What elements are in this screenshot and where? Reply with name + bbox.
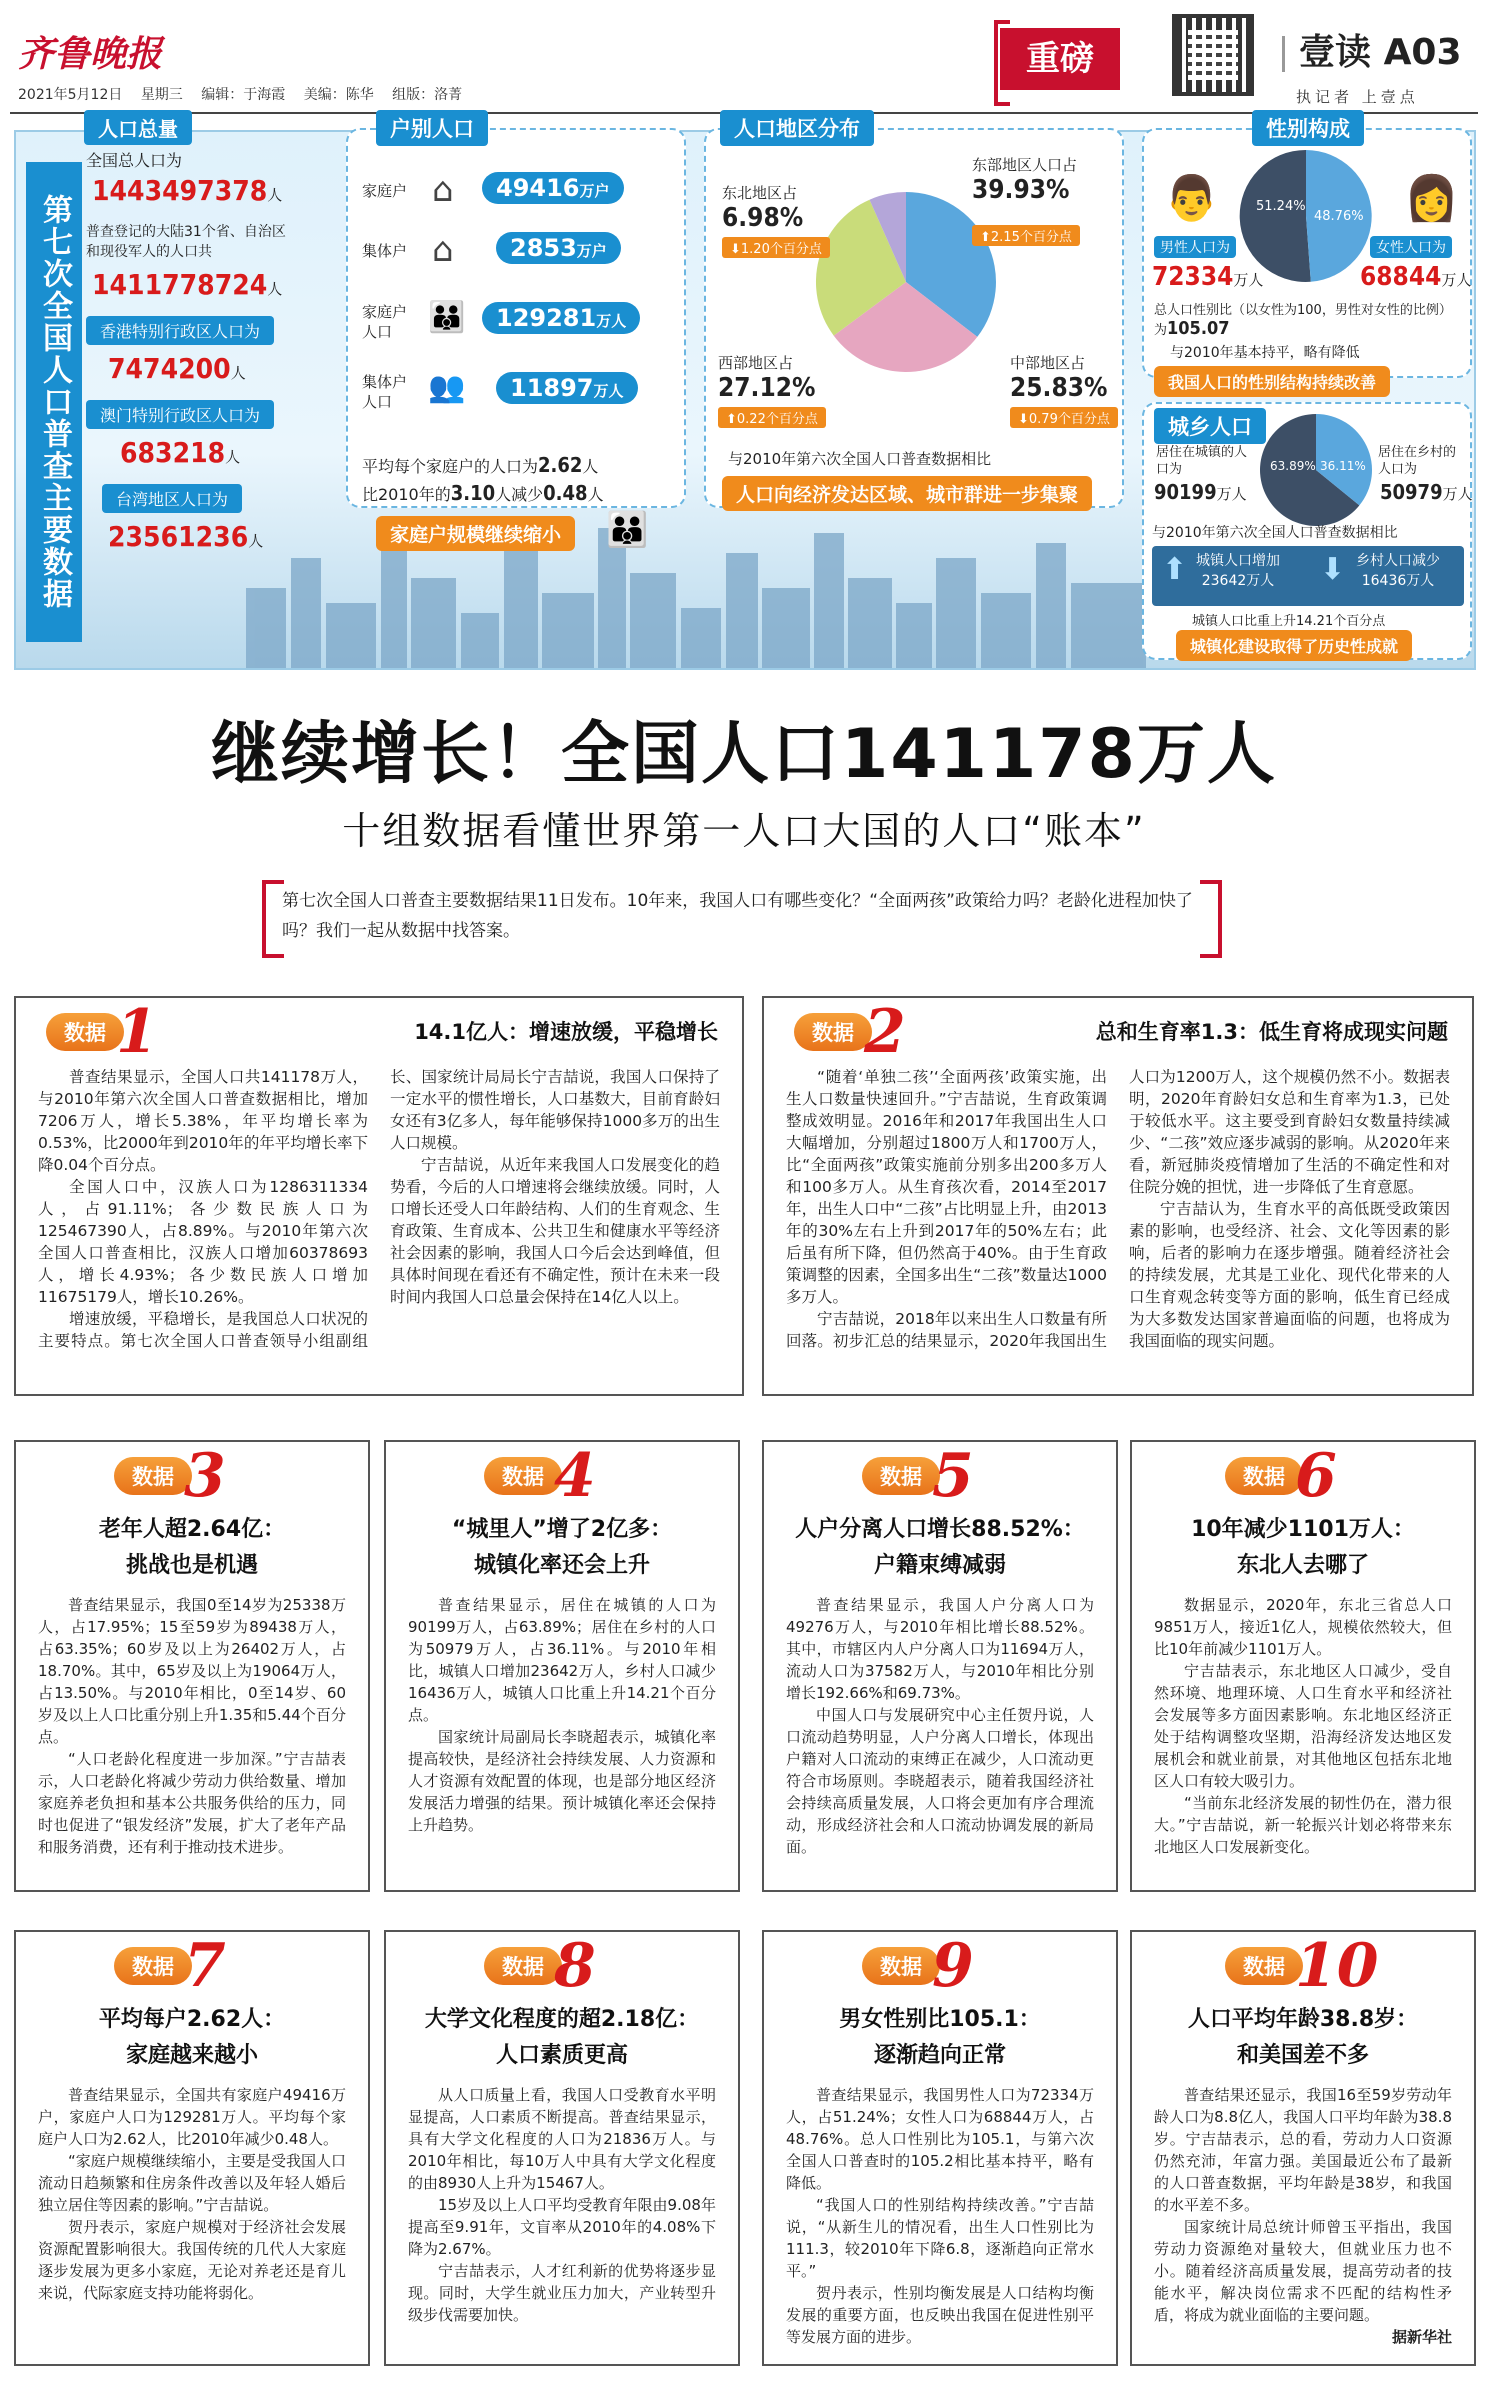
central-share [1010, 352, 1118, 428]
male-count: 72334 [1152, 262, 1234, 292]
northeast-share [722, 182, 830, 258]
data-badge-label: 数据 [484, 1457, 562, 1495]
article-title: 人口平均年龄38.8岁： [1187, 2007, 1419, 2032]
urban-count-row [1154, 480, 1247, 504]
region-compare-note: 与2010年第六次全国人口普查数据相比 [728, 450, 992, 468]
gender-tab: 性别构成 [1252, 110, 1364, 146]
urban-count: 90199 [1154, 480, 1217, 504]
article-paragraph: “人口老龄化程度进一步加深。”宁吉喆表示，人口老龄化将减少劳动力供给数量、增加家庭养老负担和基本公共服务供给的压力，同时也促进了“银发经济”发展，扩大了老年产品和服务消费，还有利于推动技术进步。 [38, 1750, 346, 1856]
article-paragraph: 普查结果显示，我国0至14岁为25338万人，占17.95%；15至59岁为89438万人，占63.35%；60岁及以上为26402万人，占18.70%。其中，65岁及以上为19064万人，占13.50%。与2010年相比，0至14岁、60岁及以上人口比重分别上升1.35和5.44个百分点。 [38, 1596, 346, 1746]
urban-pct-label: 63.89% [1270, 459, 1316, 473]
article-paragraph: 数据显示，2020年，东北三省总人口9851万人，接近1亿人，规模依然较大，但比10年前减少1101万人。 [1154, 1596, 1452, 1658]
hk-population-value: 7474200 [108, 352, 231, 385]
article-paragraph: 增速放缓，平稳增长，是我国总人口状况的主要特点。第七次全国人口普查领导小组副组长、国家统计局局长宁吉喆说，我国人口保持了一定水平的惯性增长，人口基数大，目前育龄妇女还有3亿多人，每年能够保持1000多万的出生人口规模。 [38, 1068, 720, 1350]
article-paragraph: “当前东北经济发展的韧性仍在，潜力很大。”宁吉喆说，新一轮振兴计划必将带来东北地区人口发展新变化。 [1154, 1794, 1452, 1856]
data-badge [114, 1441, 226, 1511]
article-body [786, 1594, 1094, 1878]
article-subtitle: 挑战也是机遇 [125, 1553, 258, 1578]
article-subtitle: 东北人去哪了 [1236, 1553, 1369, 1578]
data-badge-label: 数据 [794, 1013, 872, 1051]
arrow-down-icon: ⬇ [1320, 552, 1346, 587]
national-population-label: 全国总人口为 [86, 151, 183, 170]
east-label: 东部地区人口占 [972, 156, 1078, 174]
article-title: 大学文化程度的超2.18亿： [424, 2007, 700, 2032]
arrow-up-icon: ⬆ [1162, 552, 1188, 587]
household-row-value-pill [482, 172, 624, 204]
urban-increase-value: 23642万人 [1201, 573, 1275, 589]
household-row-value-pill [496, 372, 638, 404]
urban-rural-pie-chart [1256, 410, 1376, 530]
household-row-value: 49416 [496, 174, 580, 202]
household-average-text [362, 452, 682, 508]
article-paragraph: 国家统计局总统计师曾玉平指出，我国劳动力资源绝对量较大，但就业压力也不小。随着经济高质量发展，提高劳动者的技能水平，解决岗位需求不匹配的结构性矛盾，将成为就业面临的主要问题。 [1154, 2218, 1452, 2324]
section-name: 壹读 [1299, 32, 1372, 73]
article-paragraph: 从人口质量上看，我国人口受教育水平明显提高，人口素质不断提高。普查结果显示，具有大学文化程度的人口为21836万人。与2010年相比，每10万人中具有大学文化程度的由8930人上升为15467人。 [408, 2086, 716, 2192]
macao-population-tab: 澳门特别行政区人口为 [86, 400, 274, 429]
national-population-value: 1443497378 [92, 174, 268, 207]
article-body [408, 2084, 716, 2352]
taiwan-population-tab: 台湾地区人口为 [102, 484, 242, 513]
male-count-row [1152, 262, 1263, 292]
issue-weekday: 星期三 [140, 87, 183, 103]
mainland-population-unit: 人 [267, 280, 283, 298]
article-paragraph: “随着‘单独二孩’‘全面两孩’政策实施，出生人口数量快速回升。”宁吉喆说，生育政策调整成效明显。2016年和2017年我国出生人口大幅增加，分别超过1800万人和1700万人，比“全面两孩”政策实施前分别多出200多万人和100多万人。从生育孩次看，2014至2017年，出生人口中“二孩”占比明显上升，由2013年的30%左右上升到2017年的50%左右；此后虽有所下降，但仍然高于40%。由于生育政策调整的因素，全国多出生“二孩”数量达1000多万人。 [786, 1068, 1107, 1306]
article-paragraph: 普查结果显示，我国人户分离人口为49276万人，与2010年相比增长88.52%。其中，市辖区内人户分离人口为11694万人，流动人口为37582万人，与2010年相比分别增长192.66%和69.73%。 [786, 1596, 1094, 1702]
east-change: ⬆2.15个百分点 [972, 225, 1080, 246]
article-subtitle: 家庭越来越小 [125, 2043, 258, 2068]
qr-code-icon[interactable] [1172, 14, 1254, 96]
household-row-label: 集体户 [362, 242, 408, 260]
household-row-collective [362, 222, 682, 292]
urban-increase [1196, 550, 1280, 590]
sex-ratio-compare: 与2010年基本持平，略有降低 [1170, 345, 1360, 361]
household-tab: 户别人口 [376, 110, 488, 146]
west-share [718, 352, 826, 428]
article-title: 老年人超2.64亿： [98, 1517, 286, 1542]
page-number: A03 [1383, 32, 1462, 73]
household-row-label: 家庭户 [362, 182, 408, 200]
designer-credit: 美编：陈华 [303, 87, 374, 103]
subheadline: 十组数据看懂世界第一人口大国的人口“账本” [342, 809, 1146, 853]
house-icon: ⌂ [432, 170, 454, 210]
macao-population-value-row [120, 436, 240, 469]
avg-household-size: 2.62 [538, 453, 583, 477]
article-title: 14.1亿人：增速放缓，平稳增长 [414, 1020, 718, 1044]
data-badge [794, 997, 906, 1067]
article-title: 10年减少1101万人： [1191, 1517, 1415, 1542]
article-paragraph: 国家统计局副局长李晓超表示，城镇化率提高较快，是经济社会持续发展、人力资源和人才资源有效配置的体现，也是部分地区经济发展活力增强的结果。预计城镇化率还会保持上升趋势。 [408, 1728, 716, 1834]
data-badge-number: 6 [1295, 1441, 1337, 1511]
household-row-value: 2853 [510, 234, 577, 262]
article-box [384, 1930, 740, 2366]
article-body [38, 1594, 346, 1878]
rural-decrease-value: 16436万人 [1361, 573, 1435, 589]
editor-credit: 编辑：于海霞 [201, 87, 286, 103]
lead-paragraph: 第七次全国人口普查主要数据结果11日发布。10年来，我国人口有哪些变化？“全面两孩”政策给力吗？老龄化进程加快了吗？我们一起从数据中找答案。 [262, 880, 1222, 950]
region-tab: 人口地区分布 [720, 110, 874, 146]
article-paragraph: 普查结果显示，全国共有家庭户49416万户，家庭户人口为129281万人。平均每个家庭户人口为2.62人，比2010年减少0.48人。 [38, 2086, 346, 2148]
article-title: 男女性别比105.1： [839, 2007, 1041, 2032]
article-body [1154, 2084, 1452, 2352]
data-badge-number: 2 [864, 997, 906, 1067]
article-paragraph: 中国人口与发展研究中心主任贺丹说，人口流动趋势明显，人户分离人口增长，体现出户籍对人口流动的束缚正在减少，人口流动更符合市场原则。李晓超表示，随着我国经济社会持续高质量发展，人口将会更加有序合理流动，形成经济社会和人口流动协调发展的新局面。 [786, 1706, 1094, 1856]
household-row-unit: 万人 [596, 312, 627, 330]
urban-rural-tab: 城乡人口 [1154, 408, 1266, 444]
article-paragraph: 宁吉喆表示，东北地区人口减少，受自然环境、地理环境、人口生育水平和经济社会发展等多方面因素影响。东北地区经济正处于结构调整攻坚期，沿海经济发达地区发展机会和就业前景，对其他地区包括东北地区人口有较大吸引力。 [1154, 1662, 1452, 1790]
data-badge-label: 数据 [46, 1013, 124, 1051]
section-tag: 重磅 [1000, 28, 1120, 90]
household-footer: 家庭户规模继续缩小 [376, 516, 575, 551]
article-title: 总和生育率1.3：低生育将成现实问题 [1095, 1020, 1448, 1044]
household-rows [362, 162, 682, 432]
urban-compare-note: 与2010年第六次全国人口普查数据相比 [1152, 525, 1398, 541]
hk-population-tab: 香港特别行政区人口为 [86, 316, 274, 345]
urban-footer: 城镇化建设取得了历史性成就 [1176, 630, 1412, 661]
urban-count-unit: 万人 [1216, 485, 1247, 503]
west-label: 西部地区占 [718, 354, 794, 372]
data-badge-label: 数据 [114, 1457, 192, 1495]
article-paragraph: 贺丹表示，性别均衡发展是人口结构均衡发展的重要方面，也反映出我国在促进性别平等发展方面的进步。 [786, 2284, 1094, 2346]
data-badge-number: 1 [116, 997, 158, 1067]
family-silhouette-icon: 👪 [606, 510, 649, 550]
article-paragraph: 普查结果显示，我国男性人口为72334万人，占51.24%；女性人口为68844万人，占48.76%。总人口性别比为105.1，与第六次全国人口普查时的105.2相比基本持平，略有降低。 [786, 2086, 1094, 2192]
data-badge-label: 数据 [862, 1947, 940, 1985]
central-change: ⬇0.79个百分点 [1010, 407, 1118, 428]
hk-population-unit: 人 [230, 364, 246, 382]
article-title: 平均每户2.62人： [98, 2007, 286, 2032]
data-badge-label: 数据 [484, 1947, 562, 1985]
taiwan-population-unit: 人 [248, 532, 264, 550]
decrease-unit: 人 [587, 485, 604, 504]
data-badge [862, 1931, 974, 2001]
male-label: 男性人口为 [1154, 236, 1236, 258]
data-badge [1225, 1931, 1379, 2001]
avg-text-prefix: 平均每个家庭户的人口为 [362, 457, 539, 476]
female-avatar-icon: 👩 [1404, 173, 1459, 224]
northeast-value: 6.98% [722, 203, 804, 233]
sex-ratio-value: 105.07 [1167, 318, 1230, 339]
article-paragraph: 宁吉喆表示，人才红利新的优势将逐步显现。同时，大学生就业压力加大，产业转型升级步伐需要加快。 [408, 2262, 716, 2324]
central-label: 中部地区占 [1010, 354, 1086, 372]
east-share [972, 154, 1080, 246]
household-row-collective-pop [362, 362, 682, 432]
macao-population-value: 683218 [120, 436, 226, 469]
household-row-unit: 万户 [579, 182, 610, 200]
west-change: ⬆0.22个百分点 [718, 407, 826, 428]
mainland-population-value-row [92, 268, 282, 301]
west-value: 27.12% [718, 373, 816, 403]
household-row-label: 家庭户人口 [362, 303, 408, 341]
article-source: 据新华社 [1391, 2328, 1452, 2346]
national-population-unit: 人 [267, 186, 283, 204]
sex-ratio-label: 总人口性别比（以女性为100，男性对女性的比例）为 [1154, 303, 1452, 338]
article-box [762, 1930, 1118, 2366]
sex-ratio-text [1154, 302, 1464, 340]
national-population-value-row [92, 174, 282, 207]
rural-label: 居住在乡村的人口为 [1378, 445, 1457, 477]
west-change-text: 0.22个百分点 [736, 412, 818, 427]
proof-credit: 组版：洛菁 [392, 87, 463, 103]
east-value: 39.93% [972, 175, 1070, 205]
rural-count-row [1380, 480, 1473, 504]
compare-text-mid: 人减少 [495, 485, 544, 504]
data-badge-label: 数据 [862, 1457, 940, 1495]
household-row-value: 129281 [496, 304, 597, 332]
masthead [0, 0, 1488, 120]
data-badge-number: 7 [184, 1931, 226, 2001]
urban-increase-label: 城镇人口增加 [1196, 553, 1280, 569]
article-subtitle: 和美国差不多 [1236, 2043, 1369, 2068]
northeast-change-text: 1.20个百分点 [740, 242, 822, 257]
household-row-value: 11897 [510, 374, 594, 402]
building-icon: ⌂ [432, 230, 454, 270]
article-paragraph: 宁吉喆认为，生育水平的高低既受政策因素的影响，也受经济、社会、文化等因素的影响，后者的影响力在逐步增强。随着经济社会的持续发展，尤其是工业化、现代化带来的人口生育观念转变等方面的影响，低生育已经成为大多数发达国家普遍面临的问题，也将成为我国面临的现实问题。 [1129, 1200, 1450, 1350]
data-badge [484, 1441, 596, 1511]
total-population-tab: 人口总量 [84, 110, 192, 145]
article-paragraph: “我国人口的性别结构持续改善。”宁吉喆说，“从新生儿的情况看，出生人口性别比为111.3，较2010年下降6.8，逐渐趋向正常水平。” [786, 2196, 1094, 2280]
male-count-unit: 万人 [1233, 271, 1264, 289]
rural-decrease [1356, 550, 1440, 590]
data-badge-number: 9 [932, 1931, 974, 2001]
rural-count: 50979 [1380, 480, 1443, 504]
article-paragraph: 全国人口中，汉族人口为1286311334人，占91.11%；各少数民族人口为125467390人，占8.89%。与2010年第六次全国人口普查相比，汉族人口增加60378693人，增长4.93%；各少数民族人口增加11675179人，增长10.26%。 [38, 1178, 368, 1306]
data-badge-number: 3 [184, 1441, 226, 1511]
article-box [762, 996, 1474, 1396]
crowd-icon: 👥 [428, 370, 466, 405]
data-badge [46, 997, 158, 1067]
data-badge-label: 数据 [1225, 1457, 1303, 1495]
central-change-text: 0.79个百分点 [1028, 412, 1110, 427]
article-paragraph: 普查结果显示，全国人口共141178万人，与2010年第六次全国人口普查数据相比，增加7206万人，增长5.38%，年平均增长率为0.53%，比2000年到2010年的年平均增长率下降0.04个百分点。 [38, 1068, 368, 1174]
northeast-label: 东北地区占 [722, 184, 798, 202]
female-count-unit: 万人 [1441, 271, 1472, 289]
rural-pct-label: 36.11% [1320, 459, 1366, 473]
male-pct-label: 51.24% [1256, 199, 1306, 214]
household-size-decrease: 0.48 [543, 481, 588, 505]
household-row-value-pill [496, 232, 621, 264]
avg-text-suffix: 人 [582, 457, 599, 476]
article-box [1130, 1930, 1476, 2366]
article-subtitle: 逐渐趋向正常 [873, 2043, 1006, 2068]
article-body [1154, 1594, 1452, 1878]
article-body [38, 2084, 346, 2352]
prev-household-size: 3.10 [450, 481, 496, 505]
article-body [786, 2084, 1094, 2352]
rural-decrease-label: 乡村人口减少 [1356, 553, 1440, 569]
mainland-population-label: 普查登记的大陆31个省、自治区和现役军人的人口共 [86, 224, 286, 260]
article-paragraph: 贺丹表示，家庭户规模对于经济社会发展资源配置影响很大。我国传统的几代人大家庭逐步发展为更多小家庭，无论对养老还是育儿来说，代际家庭支持功能将弱化。 [38, 2218, 346, 2302]
data-badge-number: 8 [554, 1931, 596, 2001]
compare-text-prefix: 比2010年的 [362, 485, 451, 504]
article-title: 人户分离人口增长88.52%： [795, 1517, 1085, 1542]
article-subtitle: 城镇化率还会上升 [473, 1553, 650, 1578]
female-pct-label: 48.76% [1314, 209, 1364, 224]
central-value: 25.83% [1010, 373, 1108, 403]
article-box [1130, 1440, 1476, 1892]
female-count-row [1360, 262, 1471, 292]
infographic-side-title: 第七次全国人口普查主要数据 [26, 162, 82, 642]
data-badge-number: 4 [554, 1441, 596, 1511]
article-box [14, 996, 744, 1396]
article-box [762, 1440, 1118, 1892]
article-paragraph: 宁吉喆说，2018年以来出生人口数量有所回落。初步汇总的结果显示，2020年我国出生人口为1200万人，这个规模仍然不小。数据表明，2020年育龄妇女总和生育率为1.3，已处于较低水平。这主要受到育龄妇女数量持续减少、“二孩”效应逐步减弱的影响。从2020年来看，新冠肺炎疫情增加了生活的不确定性和对住院分娩的担忧，进一步降低了生育意愿。 [786, 1068, 1450, 1350]
article-paragraph: 宁吉喆说，从近年来我国人口发展变化的趋势看，今后的人口增速将会继续放缓。同时，人口增长还受人口年龄结构、人们的生育观念、生育政策、生育成本、公共卫生和健康水平等经济社会因素的影响，我国人口今后会达到峰值，但具体时间现在看还有不确定性，预计在未来一段时间内我国人口总量会保持在14亿人以上。 [390, 1156, 720, 1306]
mainland-population-value: 1411778724 [92, 268, 268, 301]
female-count: 68844 [1360, 262, 1442, 292]
article-paragraph: 15岁及以上人口平均受教育年限由9.08年提高至9.91年，文盲率从2010年的4.08%下降为2.67%。 [408, 2196, 716, 2258]
article-box [384, 1440, 740, 1892]
data-badge-number: 5 [932, 1441, 974, 1511]
household-row-unit: 万人 [593, 382, 624, 400]
article-body [38, 1066, 720, 1382]
article-title: “城里人”增了2亿多： [451, 1517, 673, 1542]
east-change-text: 2.15个百分点 [990, 230, 1072, 245]
article-box [14, 1440, 370, 1892]
hk-population-value-row [108, 352, 246, 385]
article-subtitle: 人口素质更高 [495, 2043, 628, 2068]
article-body [786, 1066, 1450, 1382]
family-people-icon: 👪 [428, 300, 466, 335]
household-row-family [362, 162, 682, 222]
urban-share-note: 城镇人口比重上升14.21个百分点 [1192, 614, 1386, 629]
issue-date: 2021年5月12日 [18, 87, 123, 103]
taiwan-population-value: 23561236 [108, 520, 249, 553]
article-paragraph: 普查结果显示，居住在城镇的人口为90199万人，占63.89%；居住在乡村的人口为50979万人，占36.11%。与2010年相比，城镇人口增加23642万人，乡村人口减少16436万人，城镇人口比重上升14.21个百分点。 [408, 1596, 716, 1724]
edition-info [18, 84, 476, 104]
urban-label: 居住在城镇的人口为 [1156, 445, 1248, 477]
data-badge [1225, 1441, 1337, 1511]
headline: 继续增长！全国人口141178万人 [211, 715, 1277, 794]
article-paragraph: “家庭户规模继续缩小，主要是受我国人口流动日趋频繁和住房条件改善以及年轻人婚后独立居住等因素的影响。”宁吉喆说。 [38, 2152, 346, 2214]
taiwan-population-value-row [108, 520, 263, 553]
census-infographic [14, 117, 1476, 670]
female-label: 女性人口为 [1370, 236, 1452, 258]
gender-footer: 我国人口的性别结构持续改善 [1154, 366, 1390, 397]
data-badge-label: 数据 [1225, 1947, 1303, 1985]
data-badge [484, 1931, 596, 2001]
article-body [408, 1594, 716, 1878]
data-badge [862, 1441, 974, 1511]
article-subtitle: 户籍束缚减弱 [873, 1553, 1006, 1578]
page-id [1282, 24, 1462, 75]
reporter-byline: 执记者 上壹点 [1296, 88, 1419, 106]
article-box [14, 1930, 370, 2366]
data-badge [114, 1931, 226, 2001]
article-paragraph: 普查结果还显示，我国16至59岁劳动年龄人口为8.8亿人，我国人口平均年龄为38.8岁。宁吉喆表示，总的看，劳动力人口资源仍然充沛，年富力强。美国最近公布了最新的人口普查数据，平均年龄是38岁，和我国的水平差不多。 [1154, 2086, 1452, 2214]
household-row-value-pill [482, 302, 640, 334]
male-avatar-icon: 👨 [1164, 173, 1219, 224]
household-row-label: 集体户人口 [362, 373, 408, 411]
region-footer: 人口向经济发达区域、城市群进一步集聚 [722, 476, 1092, 511]
rural-count-unit: 万人 [1442, 485, 1473, 503]
data-badge-label: 数据 [114, 1947, 192, 1985]
household-row-unit: 万户 [576, 242, 607, 260]
newspaper-logo: 齐鲁晚报 [18, 33, 163, 75]
macao-population-unit: 人 [225, 448, 241, 466]
data-badge-number: 10 [1295, 1931, 1379, 2001]
household-row-family-pop [362, 292, 682, 362]
northeast-change: ⬇1.20个百分点 [722, 237, 830, 258]
